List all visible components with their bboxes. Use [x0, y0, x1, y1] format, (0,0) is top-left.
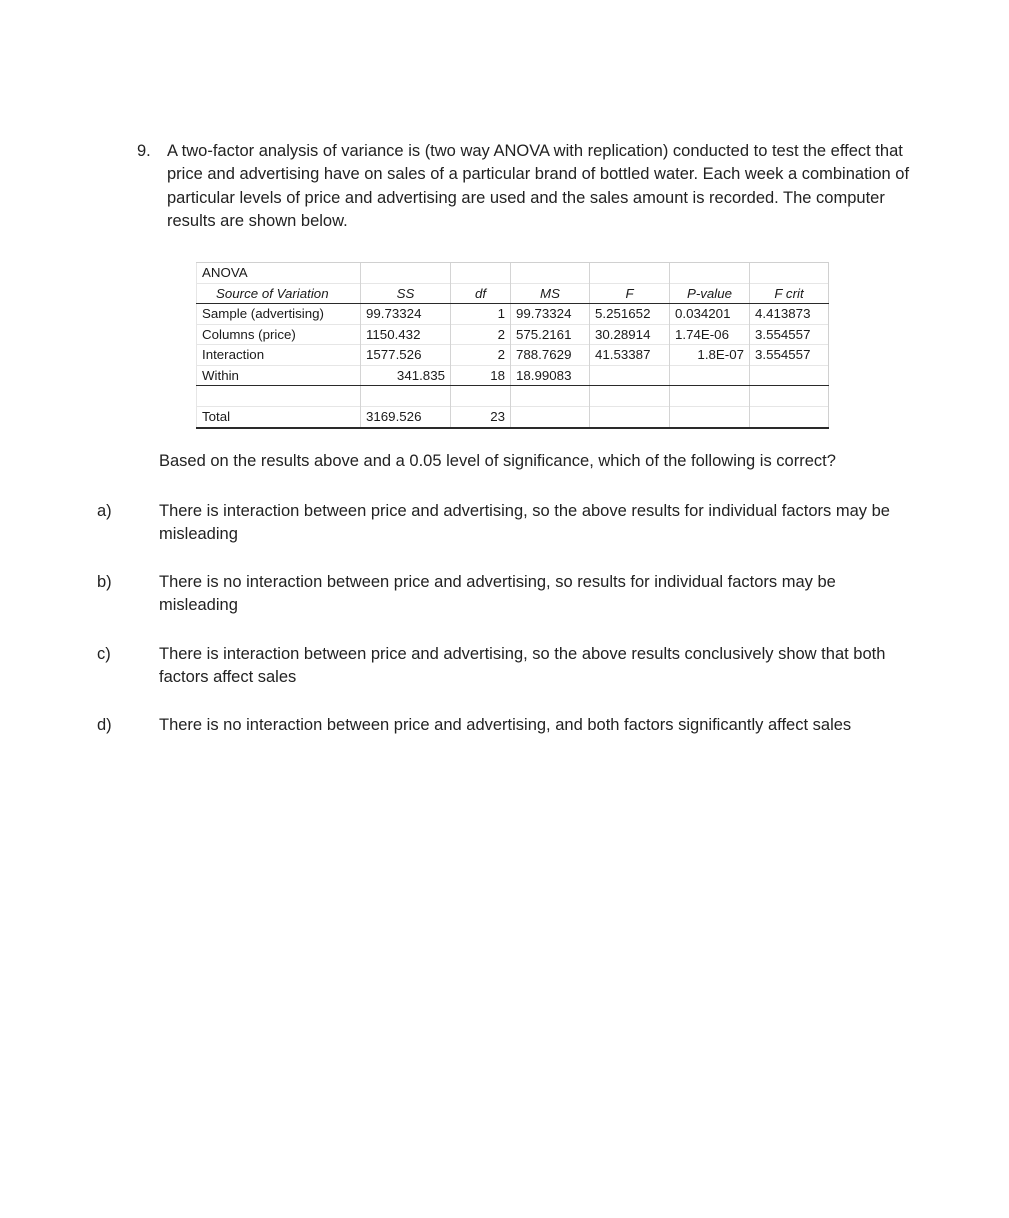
row-f-crit: 4.413873: [750, 304, 829, 325]
row-p-value: 0.034201: [670, 304, 750, 325]
row-f: 30.28914: [590, 324, 670, 345]
row-source: Within: [197, 365, 361, 386]
question-number: 9.: [137, 142, 151, 160]
row-p-value: 1.74E-06: [670, 324, 750, 345]
row-ms: 18.99083: [511, 365, 590, 386]
table-header-row: [197, 283, 829, 304]
row-ss: 1150.432: [361, 324, 451, 345]
header-df: df: [451, 283, 511, 304]
header-source: Source of Variation: [197, 283, 361, 304]
question-text: A two-factor analysis of variance is (two way ANOVA with replication) conducted to test the effect that price and advertising have on sales of a particular brand of bottled water. Each week a combination of particular levels of price and advertising are used and the sales amount is recorded. The computer results are shown below.: [167, 142, 910, 230]
row-ms: 575.2161: [511, 324, 590, 345]
table-total-row: [197, 407, 829, 428]
header-ss: SS: [361, 283, 451, 304]
anova-title: ANOVA: [197, 263, 361, 284]
option-a[interactable]: [97, 500, 917, 547]
table-row: [197, 345, 829, 366]
option-text: There is no interaction between price and advertising, and both factors significantly affect sales: [159, 716, 852, 734]
table-row: [197, 304, 829, 325]
row-ss: 99.73324: [361, 304, 451, 325]
row-source: Interaction: [197, 345, 361, 366]
option-label: b): [97, 573, 112, 591]
total-label: Total: [197, 407, 361, 428]
row-source: Columns (price): [197, 324, 361, 345]
option-label: d): [97, 716, 112, 734]
question-block: [137, 140, 937, 233]
row-ms: 99.73324: [511, 304, 590, 325]
row-df: 2: [451, 345, 511, 366]
row-df: 1: [451, 304, 511, 325]
row-f: 5.251652: [590, 304, 670, 325]
option-label: c): [97, 645, 111, 663]
total-ss: 3169.526: [361, 407, 451, 428]
header-p-value: P-value: [670, 283, 750, 304]
blank-row: [197, 386, 829, 407]
row-f-crit: 3.554557: [750, 345, 829, 366]
row-ms: 788.7629: [511, 345, 590, 366]
option-c[interactable]: [97, 643, 917, 690]
header-f: F: [590, 283, 670, 304]
table-row: [197, 365, 829, 386]
row-df: 18: [451, 365, 511, 386]
row-f-crit: [750, 365, 829, 386]
row-ss: 341.835: [361, 365, 451, 386]
anova-table: [196, 262, 829, 429]
row-f: 41.53387: [590, 345, 670, 366]
option-text: There is interaction between price and advertising, so the above results conclusively show that both factors affect sales: [159, 645, 886, 687]
header-ms: MS: [511, 283, 590, 304]
row-f-crit: 3.554557: [750, 324, 829, 345]
table-row: [197, 324, 829, 345]
row-ss: 1577.526: [361, 345, 451, 366]
row-p-value: [670, 365, 750, 386]
row-df: 2: [451, 324, 511, 345]
option-text: There is interaction between price and advertising, so the above results for individual factors may be misleading: [159, 502, 890, 544]
row-f: [590, 365, 670, 386]
option-d[interactable]: [97, 714, 917, 737]
table-title-row: [197, 263, 829, 284]
option-label: a): [97, 502, 112, 520]
option-text: There is no interaction between price and advertising, so results for individual factors may be misleading: [159, 573, 836, 615]
option-b[interactable]: [97, 571, 917, 618]
header-f-crit: F crit: [750, 283, 829, 304]
row-source: Sample (advertising): [197, 304, 361, 325]
total-df: 23: [451, 407, 511, 428]
row-p-value: 1.8E-07: [670, 345, 750, 366]
question-prompt: Based on the results above and a 0.05 level of significance, which of the following is correct?: [159, 452, 836, 470]
